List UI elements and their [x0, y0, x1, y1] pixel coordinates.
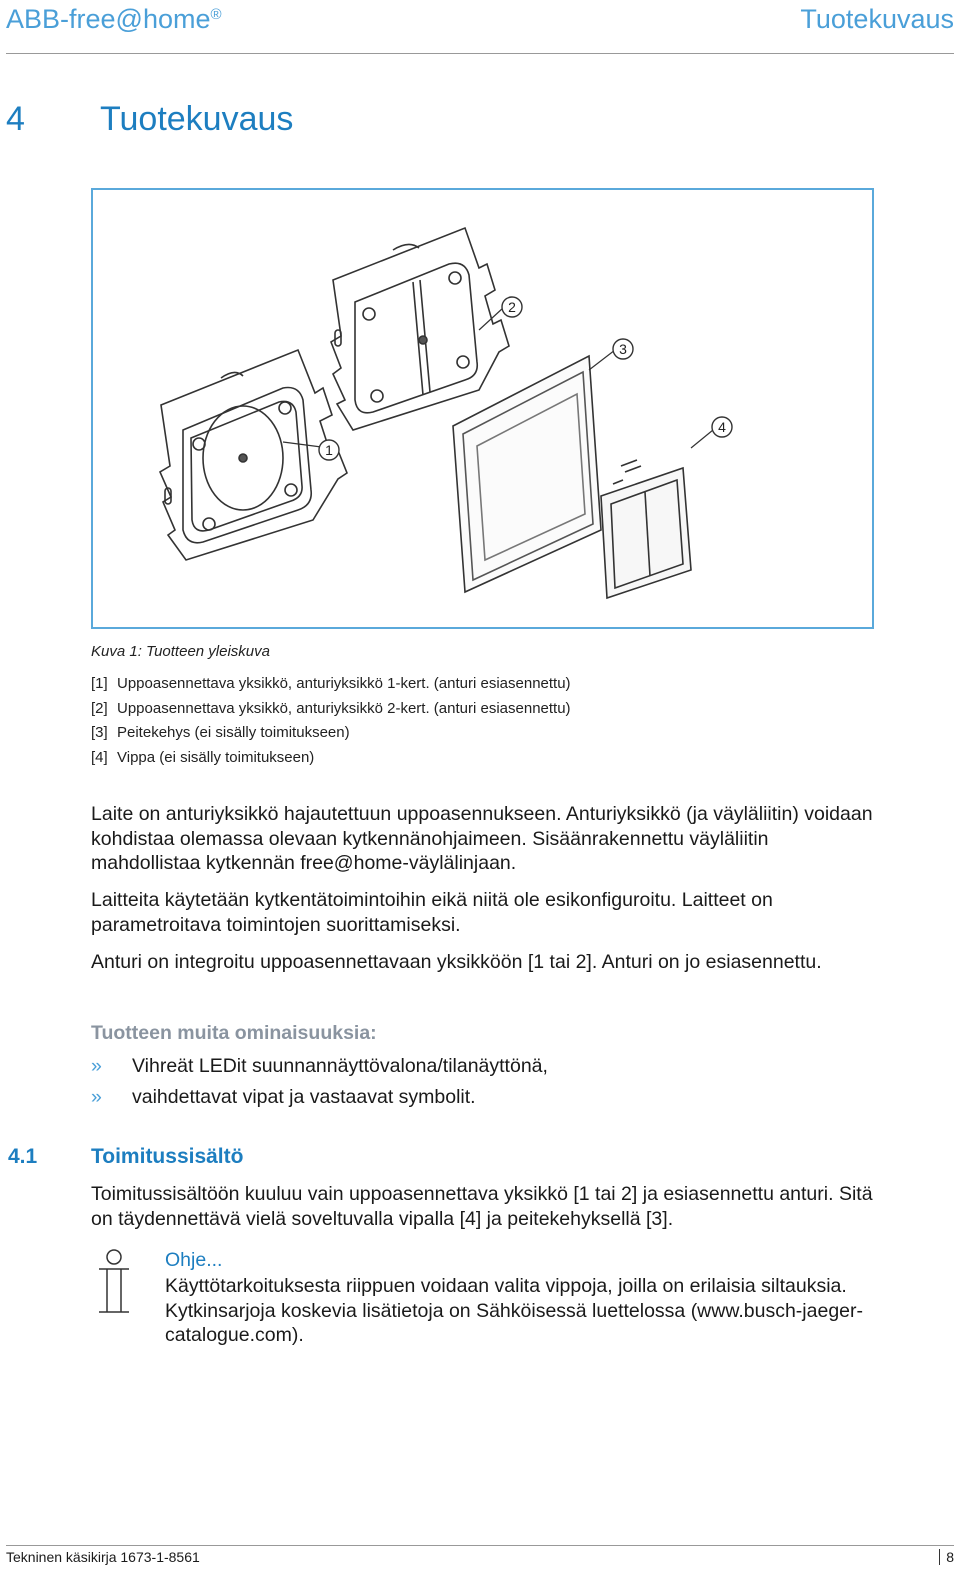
insert-unit-1 — [160, 350, 347, 560]
legend-item: [1] Uppoasennettava yksikkö, anturiyksikkö 1-kert. (anturi esiasennettu) — [91, 675, 571, 692]
header-divider — [6, 53, 954, 54]
footer-divider — [6, 1545, 954, 1546]
legend-item: [3] Peitekehys (ei sisälly toimitukseen) — [91, 724, 350, 741]
figure-legend — [91, 672, 571, 770]
subsection-number: 4.1 — [8, 1145, 38, 1168]
features-title: Tuotteen muita ominaisuuksia: — [91, 1022, 377, 1044]
list-item: » vaihdettavat vipat ja vastaavat symbolit. — [91, 1086, 476, 1108]
list-item: » Vihreät LEDit suunnannäyttövalona/tilanäyttönä, — [91, 1055, 548, 1077]
product-illustration — [93, 190, 872, 627]
info-icon — [96, 1249, 136, 1324]
note-text: Käyttötarkoituksesta riippuen voidaan valita vippoja, joilla on erilaisia siltauksia. Kytkinsarjoja koskevia lisätietoja on Sähköisessä luettelossa (www.busch-jaeger-catalogue.com). — [165, 1275, 864, 1346]
note-title: Ohje... — [165, 1249, 223, 1271]
page-number: 8 — [939, 1549, 954, 1565]
chapter-title: Tuotekuvaus — [100, 100, 294, 138]
product-figure — [91, 188, 874, 629]
paragraph: Toimitussisältöön kuuluu vain uppoasennettava yksikkö [1 tai 2] ja esiasennettu anturi. Sitä on täydennettävä vielä soveltuvalla vipalla [4] ja peitekehyksellä [3]. — [91, 1183, 873, 1230]
chapter-number: 4 — [6, 100, 25, 138]
callout-3: 3 — [619, 341, 627, 357]
footer-document: Tekninen käsikirja 1673-1-8561 — [6, 1549, 200, 1565]
callout-4: 4 — [718, 419, 726, 435]
subsection-title: Toimitussisältö — [91, 1145, 244, 1168]
paragraph: Anturi on integroitu uppoasennettavaan yksikköön [1 tai 2]. Anturi on jo esiasennettu. — [91, 951, 822, 973]
legend-item: [4] Vippa (ei sisälly toimitukseen) — [91, 748, 315, 766]
paragraph: Laitteita käytetään kytkentätoimintoihin eikä niitä ole esikonfiguroitu. Laitteet on parametroitava toimintojen suorittamiseksi. — [91, 889, 773, 936]
brand-title: ABB-free@home® — [6, 4, 222, 34]
figure-caption: Kuva 1: Tuotteen yleiskuva — [91, 643, 270, 660]
insert-unit-2 — [331, 228, 509, 430]
section-title: Tuotekuvaus — [800, 4, 954, 34]
callout-1: 1 — [325, 442, 333, 458]
paragraph: Laite on anturiyksikkö hajautettuun uppoasennukseen. Anturiyksikkö (ja väyläliitin) voidaan kohdistaa olemassa olevaan kytkennänohjaimeen. Sisäänrakennettu väyläliitin mahdollistaa kytkennän free@home-väylälinjaan. — [91, 803, 873, 874]
legend-item: [2] Uppoasennettava yksikkö, anturiyksikkö 2-kert. (anturi esiasennettu) — [91, 699, 571, 717]
rocker-4 — [601, 460, 691, 598]
callout-2: 2 — [508, 299, 516, 315]
